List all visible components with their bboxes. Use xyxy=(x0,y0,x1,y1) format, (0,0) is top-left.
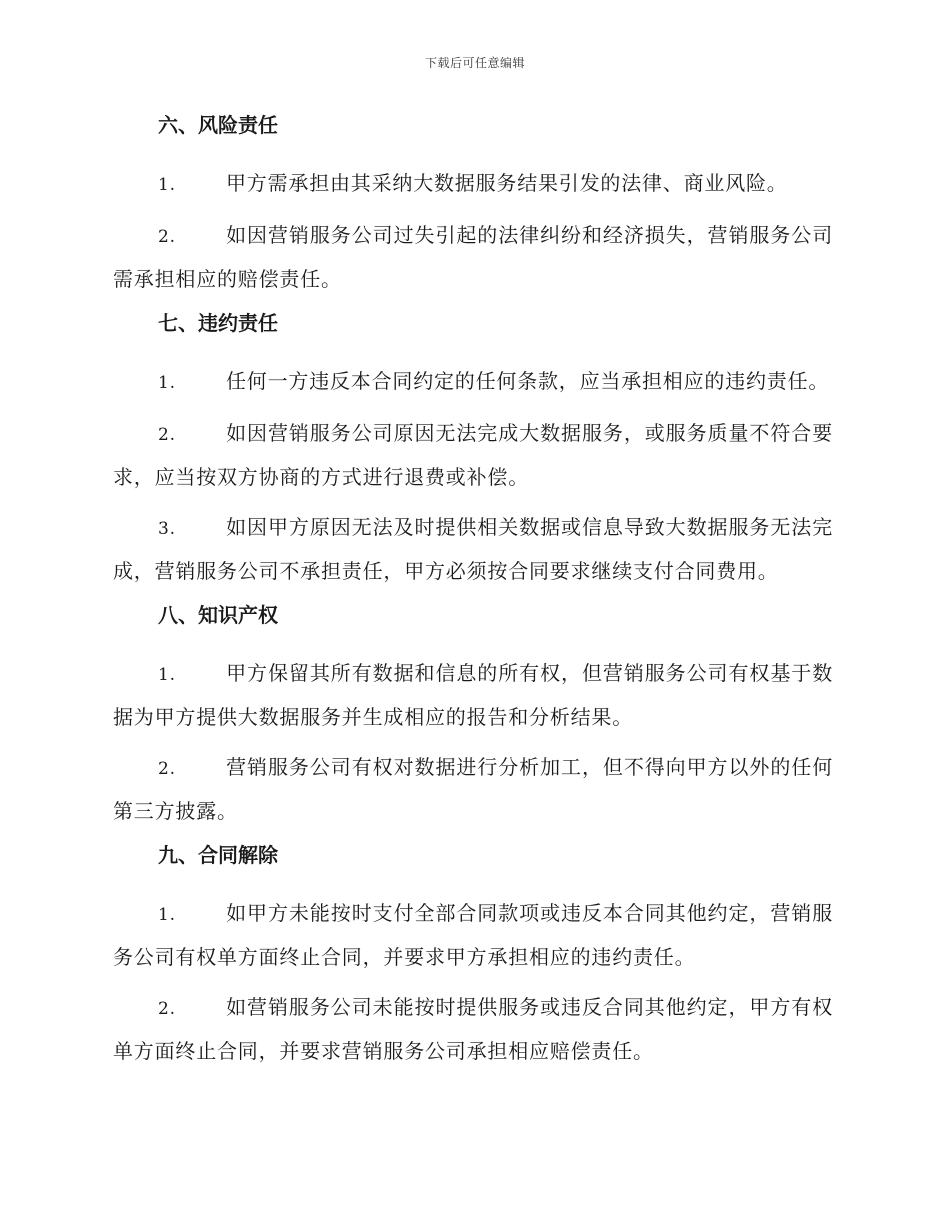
clause-text: 如因甲方原因无法及时提供相关数据或信息导致大数据服务无法完成，营销服务公司不承担责任，甲方必须按合同要求继续支付合同费用。 xyxy=(113,515,833,583)
section-heading: 八、知识产权 xyxy=(158,603,278,627)
clause xyxy=(113,986,833,1072)
clause-text: 如甲方未能按时支付全部合同款项或违反本合同其他约定，营销服务公司有权单方面终止合同，并要求甲方承担相应的违约责任。 xyxy=(113,901,833,969)
clause xyxy=(113,892,833,978)
clause xyxy=(113,360,833,404)
section-intellectual-property xyxy=(113,600,833,832)
section-contract-termination xyxy=(113,840,833,1072)
clause-number: 2. xyxy=(158,999,176,1019)
clause-text: 甲方需承担由其采纳大数据服务结果引发的法律、商业风险。 xyxy=(226,171,788,195)
clause-text: 任何一方违反本合同约定的任何条款，应当承担相应的违约责任。 xyxy=(226,369,830,393)
clause-number: 2. xyxy=(158,425,176,445)
clause-number: 1. xyxy=(158,373,176,393)
clause-number: 1. xyxy=(158,665,176,685)
clause xyxy=(113,162,833,206)
clause xyxy=(113,214,833,300)
clause xyxy=(113,506,833,592)
clause-number: 1. xyxy=(158,175,176,195)
clause-number: 2. xyxy=(158,759,176,779)
clause-text: 如因营销服务公司过失引起的法律纠纷和经济损失，营销服务公司需承担相应的赔偿责任。 xyxy=(113,223,833,291)
page-header: 下载后可任意编辑 xyxy=(424,56,525,70)
section-heading: 六、风险责任 xyxy=(158,113,278,137)
clause-text: 甲方保留其所有数据和信息的所有权，但营销服务公司有权基于数据为甲方提供大数据服务并生成相应的报告和分析结果。 xyxy=(113,661,833,729)
clause-text: 如营销服务公司未能按时提供服务或违反合同其他约定，甲方有权单方面终止合同，并要求营销服务公司承担相应赔偿责任。 xyxy=(113,995,833,1063)
clause-text: 营销服务公司有权对数据进行分析加工，但不得向甲方以外的任何第三方披露。 xyxy=(113,755,833,823)
clause xyxy=(113,746,833,832)
section-risk-liability xyxy=(113,110,833,300)
clause-number: 3. xyxy=(158,519,176,539)
document-body xyxy=(113,110,833,1080)
section-heading: 九、合同解除 xyxy=(158,843,278,867)
clause-text: 如因营销服务公司原因无法完成大数据服务，或服务质量不符合要求，应当按双方协商的方式进行退费或补偿。 xyxy=(113,421,833,489)
clause-number: 1. xyxy=(158,905,176,925)
clause-number: 2. xyxy=(158,227,176,247)
clause xyxy=(113,412,833,498)
section-heading: 七、违约责任 xyxy=(158,311,278,335)
section-breach-liability xyxy=(113,308,833,592)
clause xyxy=(113,652,833,738)
